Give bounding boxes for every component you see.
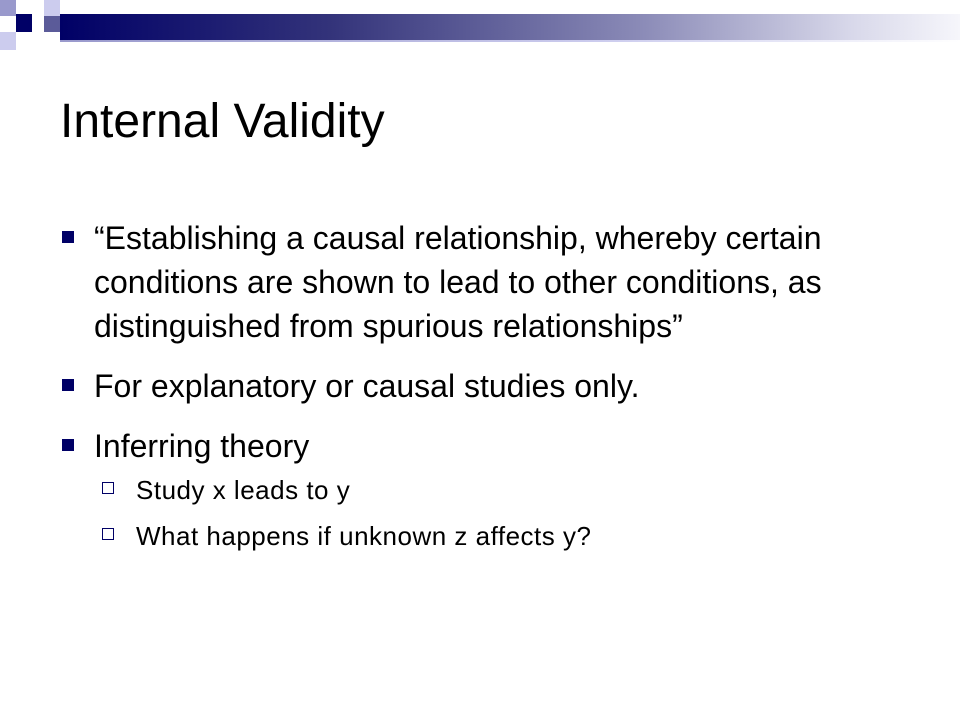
bullet-text: “Establishing a causal relationship, whereby certain conditions are shown to lead to other conditions, as distinguished from spurious relationships”: [94, 220, 822, 344]
corner-square-white-3: [32, 32, 60, 50]
sub-bullet-text: What happens if unknown z affects y?: [136, 521, 592, 551]
hollow-square-bullet-icon: [102, 482, 114, 494]
bullet-text: For explanatory or causal studies only.: [94, 368, 640, 404]
bullet-text: Inferring theory: [94, 428, 310, 464]
sub-bullet-list: [94, 472, 902, 554]
bullet-list: [62, 216, 902, 570]
corner-square-slate: [44, 16, 60, 32]
bullet-item-scope: [62, 364, 902, 408]
corner-square-lavender: [0, 0, 16, 16]
header-underline: [60, 40, 960, 42]
square-bullet-icon: [62, 231, 74, 243]
square-bullet-icon: [62, 439, 74, 451]
hollow-square-bullet-icon: [102, 528, 114, 540]
header-gradient-bar: [60, 14, 960, 40]
sub-bullet-item: [94, 472, 902, 508]
square-bullet-icon: [62, 379, 74, 391]
bullet-item-inferring-theory: [62, 424, 902, 554]
sub-bullet-text: Study x leads to y: [136, 475, 351, 505]
corner-square-navy: [16, 14, 32, 32]
corner-square-pale-2: [0, 32, 16, 50]
corner-square-pale: [44, 0, 60, 16]
sub-bullet-item: [94, 518, 902, 554]
corner-square-white: [16, 0, 44, 14]
bullet-item-definition: [62, 216, 902, 348]
slide-title: Internal Validity: [60, 95, 385, 148]
corner-square-white-2: [32, 14, 44, 32]
